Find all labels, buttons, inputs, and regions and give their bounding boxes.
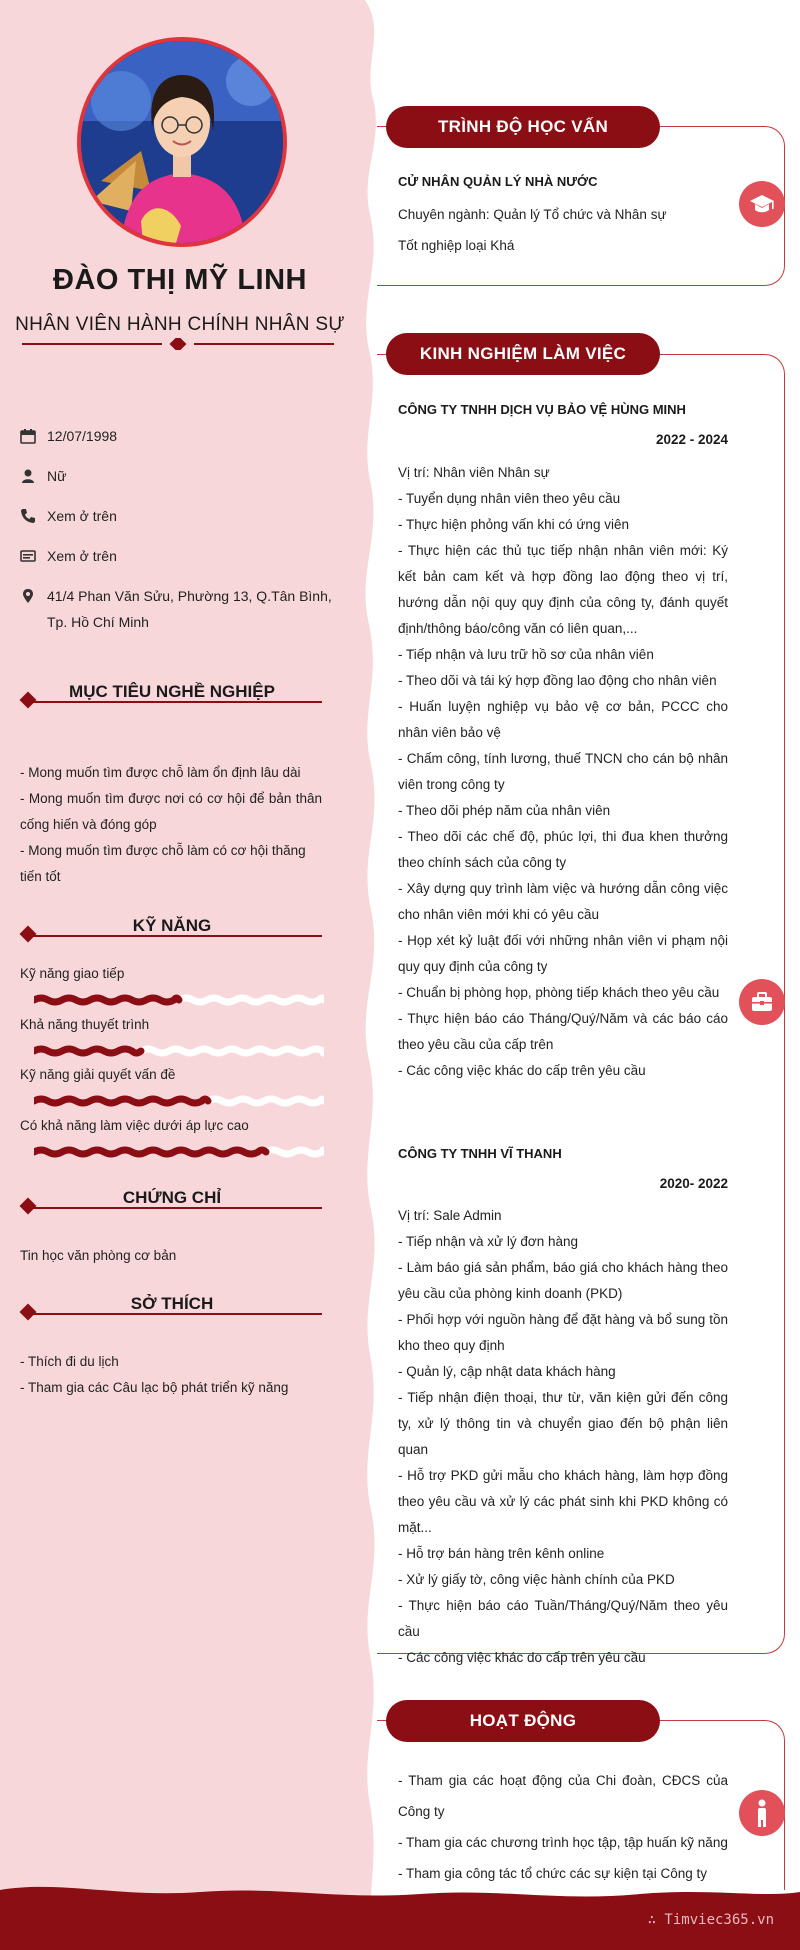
calendar-icon [20, 428, 36, 444]
skill-bar-track [266, 1150, 324, 1154]
job-period: 2022 - 2024 [655, 432, 728, 447]
skill-bar-fill [34, 1099, 208, 1103]
activities-list [398, 1765, 728, 1889]
skill-bar [34, 1095, 324, 1107]
certificates-heading [22, 1188, 322, 1218]
birthday: 12/07/1998 [47, 428, 118, 444]
activity-item: - Tham gia các hoạt động của Chi đoàn, CĐCS của Công ty [398, 1773, 728, 1819]
education-major: Chuyên ngành: Quản lý Tổ chức và Nhân sự [398, 207, 667, 222]
graduation-cap-icon [739, 181, 785, 227]
hobbies-title: SỞ THÍCH [130, 1294, 214, 1313]
skill-label: Kỹ năng giải quyết vấn đề [20, 1067, 176, 1082]
certificate-item: Tin học văn phòng cơ bản [20, 1248, 177, 1263]
hobby-item: - Thích đi du lịch [20, 1354, 119, 1369]
email[interactable]: Xem ở trên [47, 548, 117, 564]
person-icon [739, 1790, 785, 1836]
skill-bar [34, 1146, 324, 1158]
job-details: - Tiếp nhận và xử lý đơn hàng - Làm báo giá sản phẩm, báo giá cho khách hàng theo yêu cầu của phòng kinh doanh (PKD) - Phối hợp với nguồn hàng để đặt hàng và bổ sung tồn kho theo quy định - Quản lý, cập nhật data khách hàng - Tiếp nhận điện thoại, thư từ, văn kiện gửi đến công ty, xử lý thông tin và chuyển giao đến bộ phận liên quan - Hỗ trợ PKD gửi mẫu cho khách hàng, làm hợp đồng theo yêu cầu và xử lý các phát sinh khi PKD không có mặt... - Hỗ trợ bán hàng trên kênh online - Xử lý giấy tờ, công việc hành chính của PKD - Thực hiện báo cáo Tuần/Tháng/Quý/Năm theo yêu cầu - Các công việc khác do cấp trên yêu cầu [398, 1234, 728, 1665]
activities-icon-circle [739, 1790, 785, 1836]
skill-label: Kỹ năng giao tiếp [20, 966, 125, 981]
skill-bar-fill [34, 1150, 266, 1154]
address: 41/4 Phan Văn Sửu, Phường 13, Q.Tân Bình, Tp. Hồ Chí Minh [47, 588, 332, 630]
objective-item: - Mong muốn tìm được nơi có cơ hội để bản thân cống hiến và đóng góp [20, 791, 322, 832]
title-divider [22, 338, 334, 350]
activity-item: - Tham gia công tác tổ chức các sự kiện tại Công ty [398, 1866, 707, 1881]
education-grade: Tốt nghiệp loại Khá [398, 238, 515, 253]
phone[interactable]: Xem ở trên [47, 508, 117, 524]
briefcase-icon [739, 979, 785, 1025]
skill-bar [34, 1045, 324, 1057]
skill-label: Có khả năng làm việc dưới áp lực cao [20, 1118, 249, 1133]
hobby-item: - Tham gia các Câu lạc bộ phát triển kỹ năng [20, 1380, 289, 1395]
certificates-title: CHỨNG CHỈ [122, 1188, 222, 1207]
experience-heading: KINH NGHIỆM LÀM VIỆC [386, 333, 660, 375]
experience-icon-circle [739, 979, 785, 1025]
objective-title: MỤC TIÊU NGHỀ NGHIỆP [69, 682, 275, 701]
skill-bar-track [208, 1099, 324, 1103]
skill-bar-fill [34, 1049, 141, 1053]
hobbies-list [20, 1349, 322, 1401]
skill-bar [34, 994, 324, 1006]
activity-item: - Tham gia các chương trình học tập, tập huấn kỹ năng [398, 1835, 728, 1850]
candidate-name: ĐÀO THỊ MỸ LINH [53, 264, 307, 296]
gender: Nữ [47, 468, 67, 484]
job-company: CÔNG TY TNHH VĨ THANH [398, 1146, 562, 1161]
objective-item: - Mong muốn tìm được chỗ làm ổn định lâu dài [20, 765, 301, 780]
watermark: ∴ Timviec365.vn [647, 1912, 774, 1928]
objective-item: - Mong muốn tìm được chỗ làm có cơ hội thăng tiến tốt [20, 843, 306, 884]
map-pin-icon [20, 588, 36, 604]
skill-bar-fill [34, 998, 179, 1002]
objective-heading [22, 682, 322, 712]
hobbies-heading [22, 1294, 322, 1324]
job-position: Vị trí: Nhân viên Nhân sự [398, 465, 550, 480]
objective-list [20, 760, 322, 890]
skills-heading [22, 916, 322, 946]
user-icon [20, 468, 36, 484]
education-heading: TRÌNH ĐỘ HỌC VẤN [386, 106, 660, 148]
avatar [77, 37, 287, 247]
watermark-text: Timviec365.vn [664, 1912, 774, 1928]
skills-title: KỸ NĂNG [132, 916, 212, 935]
job-title: NHÂN VIÊN HÀNH CHÍNH NHÂN SỰ [15, 314, 345, 335]
education-icon-circle [739, 181, 785, 227]
job-company: CÔNG TY TNHH DỊCH VỤ BẢO VỆ HÙNG MINH [398, 402, 686, 417]
skill-bar-track [141, 1049, 324, 1053]
skill-label: Khả năng thuyết trình [20, 1017, 150, 1032]
phone-icon [20, 508, 36, 524]
education-degree: CỬ NHÂN QUẢN LÝ NHÀ NƯỚC [398, 174, 598, 189]
email-icon [20, 548, 36, 564]
job-position: Vị trí: Sale Admin [398, 1208, 502, 1223]
job-details: - Tuyển dụng nhân viên theo yêu cầu - Thực hiện phỏng vấn khi có ứng viên - Thực hiện các thủ tục tiếp nhận nhân viên mới: Ký kết bản cam kết và hợp đồng lao động theo vị trí, hướng dẫn nội quy quy định của công ty, đánh quyết định/thông báo/công văn có liên quan,... - Tiếp nhận và lưu trữ hồ sơ của nhân viên - Theo dõi và tái ký hợp đồng lao động cho nhân viên - Huấn luyện nghiệp vụ bảo vệ cơ bản, PCCC cho nhân viên bảo vệ - Chấm công, tính lương, thuế TNCN cho cán bộ nhân viên trong công ty - Theo dõi phép năm của nhân viên - Theo dõi các chế độ, phúc lợi, thi đua khen thưởng theo chính sách của công ty - Xây dựng quy trình làm việc và hướng dẫn công việc cho nhân viên mới khi có yêu cầu - Họp xét kỷ luật đối với những nhân viên vi phạm nội quy quy định của công ty - Chuẩn bị phòng họp, phòng tiếp khách theo yêu cầu - Thực hiện báo cáo Tháng/Quý/Năm và các báo cáo theo yêu cầu của cấp trên - Các công việc khác do cấp trên yêu cầu [398, 491, 728, 1078]
job-period: 2020- 2022 [659, 1176, 728, 1191]
skill-bar-track [179, 998, 324, 1002]
activities-heading: HOẠT ĐỘNG [386, 1700, 660, 1742]
